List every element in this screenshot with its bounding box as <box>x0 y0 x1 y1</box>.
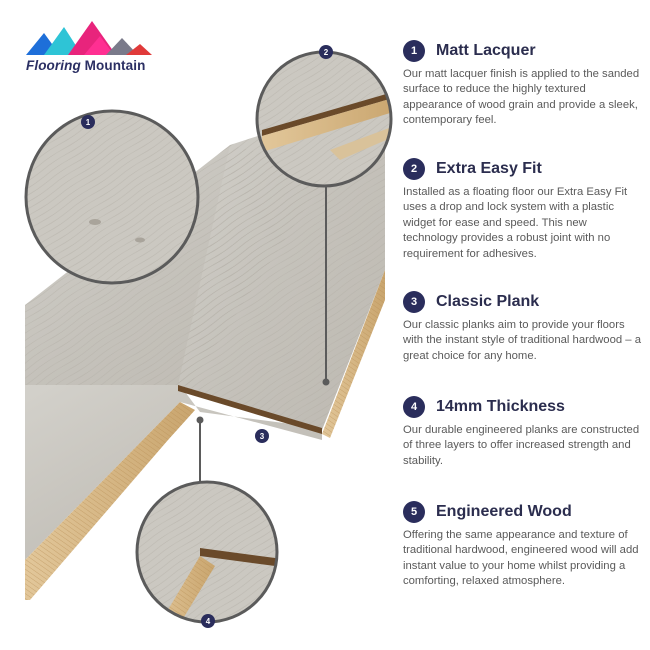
feature-number-badge: 5 <box>403 501 425 523</box>
feature-engineered-wood <box>403 501 643 590</box>
feature-matt-lacquer <box>403 40 643 129</box>
feature-number-badge: 4 <box>403 396 425 418</box>
connector-dot-2 <box>323 379 330 386</box>
marker-1 <box>81 115 95 129</box>
marker-4 <box>201 614 215 628</box>
feature-description: Installed as a floating floor our Extra Easy Fit uses a drop and lock system with a plastic widget for ease and speed. This new technology provides a robust joint with no requirement for adhesives. <box>403 186 628 260</box>
feature-description: Our matt lacquer finish is applied to the sanded surface to reduce the highly textured appearance of wood grain and provide a sleek, contemporary feel. <box>403 68 640 127</box>
svg-text:2: 2 <box>323 48 329 57</box>
feature-number-badge: 3 <box>403 291 425 313</box>
svg-text:1: 1 <box>85 118 91 127</box>
marker-3 <box>255 429 269 443</box>
feature-number-badge: 2 <box>403 158 425 180</box>
feature-title: Classic Plank <box>436 293 540 310</box>
svg-text:3: 3 <box>259 432 265 441</box>
feature-description: Our durable engineered planks are constructed of three layers to offer increased strength and stability. <box>403 424 640 467</box>
feature-classic-plank <box>403 291 643 364</box>
feature-title: Extra Easy Fit <box>436 160 542 177</box>
marker-2 <box>319 45 333 59</box>
brand-word-2: Mountain <box>84 58 146 73</box>
brand-logo-mark <box>26 21 152 55</box>
feature-description: Offering the same appearance and texture of traditional hardwood, engineered wood will add instant value to your home whilst providing a comforting, relaxed atmosphere. <box>403 529 639 588</box>
feature-description: Our classic planks aim to provide your floors with the instant style of traditional hardwood – a great choice for any home. <box>403 319 642 362</box>
connector-dot-4 <box>197 417 204 424</box>
brand-name <box>26 58 145 73</box>
feature-title: 14mm Thickness <box>436 398 565 415</box>
feature-extra-easy-fit <box>403 158 643 262</box>
feature-title: Matt Lacquer <box>436 42 536 59</box>
brand-word-1: Flooring <box>26 58 81 73</box>
feature-number-badge: 1 <box>403 40 425 62</box>
feature-14mm-thickness <box>403 396 643 469</box>
feature-title: Engineered Wood <box>436 503 572 520</box>
svg-text:4: 4 <box>205 617 211 626</box>
